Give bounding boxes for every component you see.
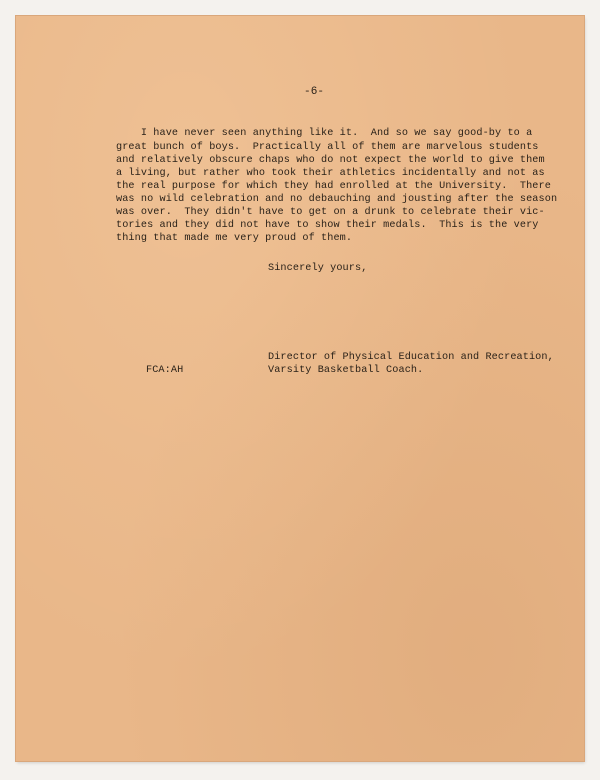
body-line-2: great bunch of boys. Practically all of them are marvelous students: [116, 142, 539, 153]
body-line-7: was over. They didn't have to get on a drunk to celebrate their vic-: [116, 207, 545, 218]
body-line-8: tories and they did not have to show their medals. This is the very: [116, 220, 539, 231]
signature-title-line-2: Varsity Basketball Coach.: [268, 365, 424, 376]
body-line-4: a living, but rather who took their athletics incidentally and not as: [116, 168, 545, 179]
page-number: -6-: [304, 86, 325, 98]
body-line-5: the real purpose for which they had enrolled at the University. There: [116, 181, 551, 192]
body-line-6: was no wild celebration and no debauching and jousting after the season: [116, 194, 558, 205]
closing-salutation: Sincerely yours,: [268, 263, 368, 274]
body-line-3: and relatively obscure chaps who do not expect the world to give them: [116, 155, 545, 166]
body-line-9: thing that made me very proud of them.: [116, 233, 353, 244]
body-line-1: I have never seen anything like it. And so we say good-by to a: [116, 128, 533, 139]
reference-initials: FCA:AH: [146, 365, 184, 376]
signature-title-line-1: Director of Physical Education and Recreation,: [268, 352, 554, 363]
letter-page: [16, 16, 584, 761]
